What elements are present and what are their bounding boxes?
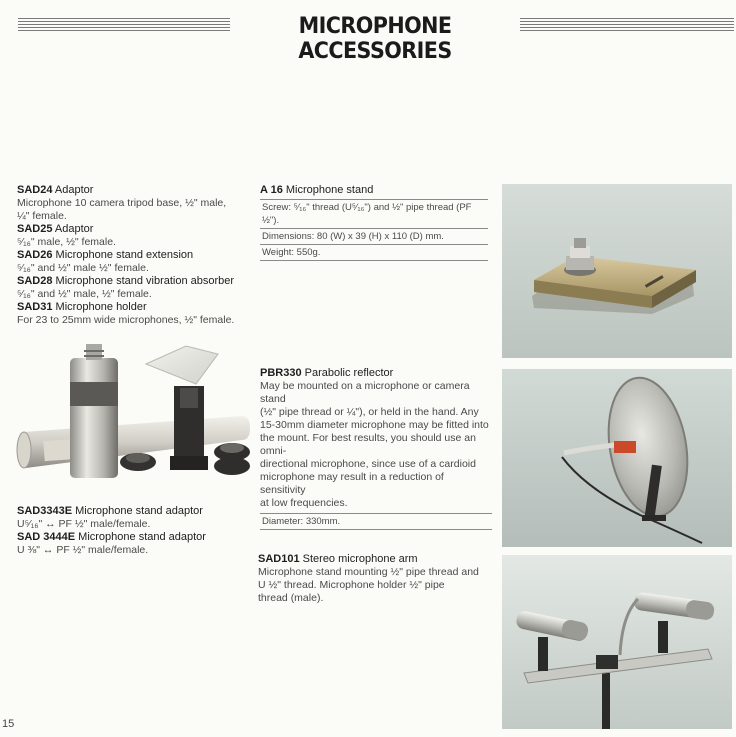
product-name: Adaptor [54,184,94,196]
product-code: SAD3343E [17,505,73,517]
reflector-section [260,367,492,530]
adaptors-photo [14,336,252,500]
stand-photo [502,184,732,358]
reflector-photo [502,369,732,547]
product-name: Microphone stand extension [55,249,194,261]
product-name: Microphone holder [55,301,147,313]
product-code: SAD26 [17,249,53,261]
product-code: SAD24 [17,184,53,196]
arm-description: Microphone stand mounting ½" pipe thread and [258,566,479,578]
product-description: U ⅜" ↔ PF ½" male/female. [17,544,149,556]
reflector-description: microphone may result in a reduction of sensitivity [260,471,444,496]
header-rule-right [520,18,734,36]
product-sad28 [17,275,247,301]
reflector-description: (½" pipe thread or ¼"), or held in the hand. Any [260,406,479,418]
product-description: U⁵⁄₁₆" ↔ PF ½" male/female. [17,518,151,530]
product-description: ⁵⁄₁₆" and ½" male, ½" female. [17,288,152,300]
product-code: A 16 [260,184,283,196]
product-name: Adaptor [54,223,94,235]
arm-description: U ½" thread. Microphone holder ½" pipe [258,579,445,591]
product-sad25 [17,223,247,249]
header-rule-left [18,18,230,36]
adaptor-captions [17,505,247,557]
spec-dimensions: Dimensions: 80 (W) x 39 (H) x 110 (D) mm. [260,229,488,245]
product-sad26 [17,249,247,275]
spec-diameter: Diameter: 330mm. [260,513,492,530]
reflector-description: at low frequencies. [260,497,348,509]
reflector-description: 15-30mm diameter microphone may be fitted into [260,419,489,431]
product-code: SAD 3444E [17,531,76,543]
product-description: Microphone 10 camera tripod base, ½" male, [17,197,227,209]
product-name: Stereo microphone arm [302,553,418,565]
product-description: ⁵⁄₁₆" and ½" male ½" female. [17,262,149,274]
product-name: Microphone stand vibration absorber [55,275,235,287]
left-product-list [17,184,247,327]
spec-weight: Weight: 550g. [260,245,488,261]
product-sad3444e [17,531,247,557]
product-sad31 [17,301,247,327]
reflector-description: directional microphone, since use of a cardioid [260,458,476,470]
spec-screw: Screw: ⁵⁄₁₆" thread (U⁵⁄₁₆") and ½" pipe thread (PF ½"). [260,199,488,229]
product-code: SAD101 [258,553,300,565]
product-code: SAD28 [17,275,53,287]
product-name: Parabolic reflector [304,367,394,379]
stereo-arm-photo [502,555,732,729]
product-name: Microphone stand adaptor [75,505,203,517]
product-description: ⁵⁄₁₆" male, ½" female. [17,236,116,248]
reflector-description: the mount. For best results, you should use an omni- [260,432,476,457]
stand-section [260,184,488,261]
page-title: MICROPHONE ACCESSORIES [298,14,452,64]
product-sad24 [17,184,247,223]
product-description: For 23 to 25mm wide microphones, ½" female. [17,314,235,326]
product-code: SAD31 [17,301,53,313]
arm-description: thread (male). [258,592,324,604]
product-name: Microphone stand [285,184,374,196]
product-sad3343e [17,505,247,531]
product-name: Microphone stand adaptor [78,531,206,543]
page-number: 15 [2,718,15,730]
reflector-description: May be mounted on a microphone or camera stand [260,380,470,405]
arm-section [258,553,490,605]
product-description: ¼" female. [17,210,67,222]
product-code: SAD25 [17,223,53,235]
product-code: PBR330 [260,367,302,379]
